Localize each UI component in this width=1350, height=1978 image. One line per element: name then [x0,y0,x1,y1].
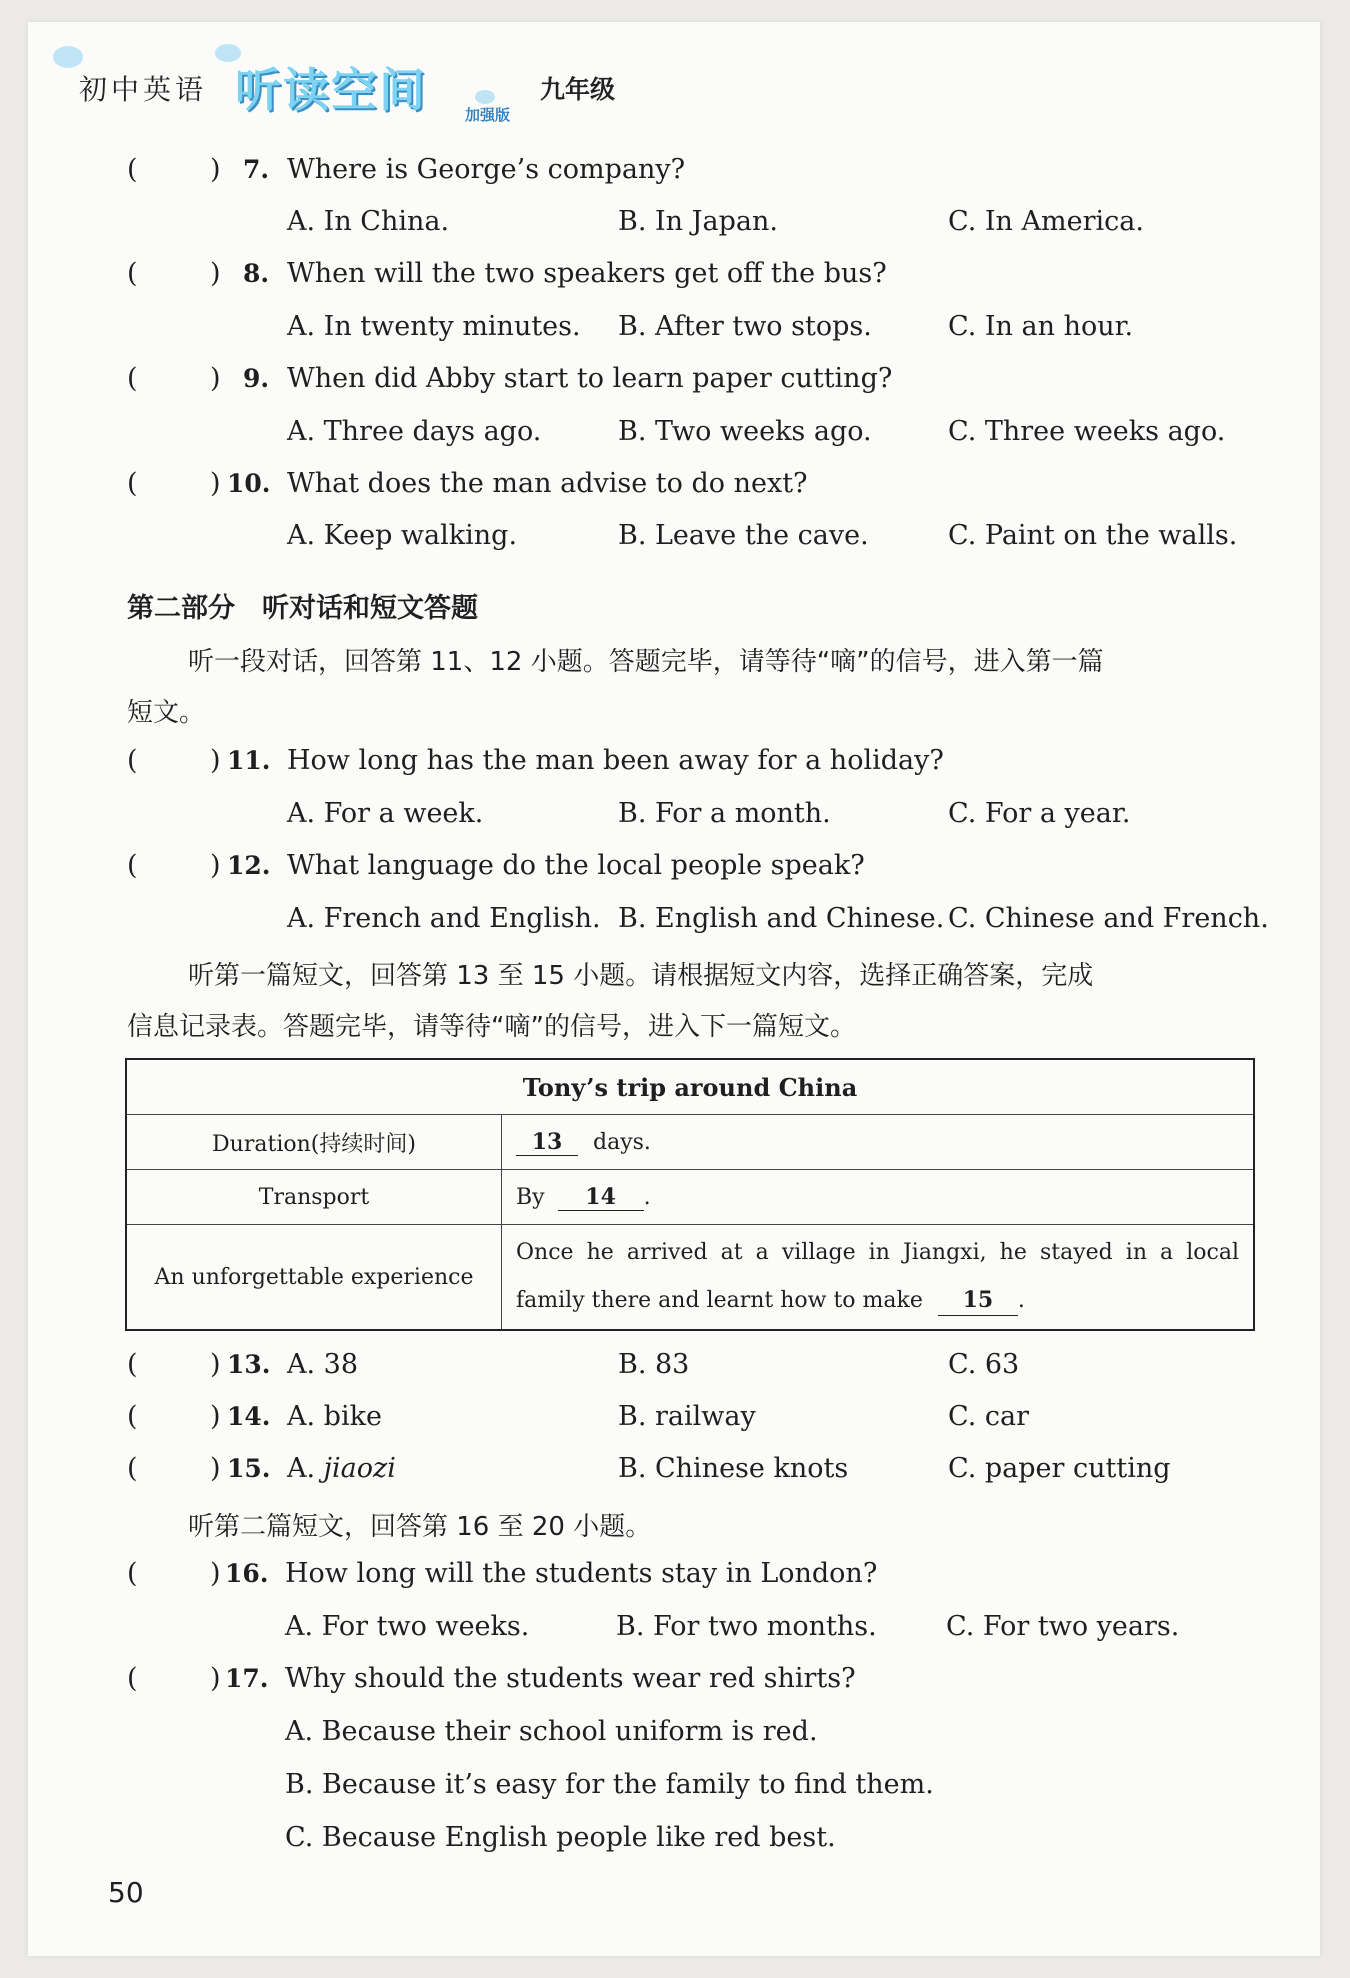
answer-paren-open[interactable]: ( [127,258,138,289]
option-b[interactable]: B. For a month. [618,798,831,829]
table-title: Tony’s trip around China [126,1059,1254,1115]
option-a[interactable]: A. French and English. [287,903,601,934]
blank-14[interactable]: 14 [558,1184,644,1211]
option-c[interactable]: C. 63 [948,1349,1020,1380]
question-text: Why should the students wear red shirts? [285,1663,856,1694]
grade-label: 九年级 [540,75,616,104]
option-a[interactable]: A. For two weeks. [285,1611,530,1642]
decor-bubble [475,90,495,104]
option-c[interactable]: C. In an hour. [948,311,1134,342]
page-header [55,40,655,130]
option-b[interactable]: B. For two months. [616,1611,877,1642]
question-number: 9. [243,364,270,393]
table-text: family there and learnt how to make [516,1288,923,1313]
table-cell-duration [502,1115,1255,1170]
blank-15[interactable]: 15 [938,1285,1018,1316]
option-c[interactable]: C. paper cutting [948,1453,1171,1484]
table-label-experience: An unforgettable experience [126,1225,502,1331]
option-c[interactable]: C. In America. [948,206,1144,237]
answer-paren-open[interactable]: ( [127,468,138,499]
question-number: 12. [227,851,271,880]
question-text: What does the man advise to do next? [287,468,808,499]
option-b[interactable]: B. English and Chinese. [618,903,945,934]
question-text: How long will the students stay in London? [285,1558,878,1589]
option-c[interactable]: C. Because English people like red best. [285,1822,836,1853]
answer-paren-close: ) [210,1558,221,1589]
answer-paren-close: ) [210,1663,221,1694]
table-label-transport: Transport [126,1170,502,1225]
option-c[interactable]: C. For two years. [946,1611,1180,1642]
option-b[interactable]: B. railway [618,1401,756,1432]
table-label-duration: Duration(持续时间) [126,1115,502,1170]
answer-paren-open[interactable]: ( [127,1401,138,1432]
option-a[interactable]: A. In twenty minutes. [287,311,581,342]
instruction-line: 听一段对话，回答第 11、12 小题。答题完毕，请等待“嘀”的信号，进入第一篇 [188,647,1104,677]
option-a[interactable] [287,1453,396,1484]
answer-paren-open[interactable]: ( [127,850,138,881]
answer-paren-open[interactable]: ( [127,1663,138,1694]
blank-13[interactable]: 13 [516,1129,578,1156]
option-prefix: A. [287,1453,324,1484]
question-text: When will the two speakers get off the bus? [287,258,887,289]
option-c[interactable]: C. car [948,1401,1029,1432]
option-b[interactable]: B. 83 [618,1349,690,1380]
instruction-line: 信息记录表。答题完毕，请等待“嘀”的信号，进入下一篇短文。 [127,1012,856,1042]
answer-paren-close: ) [210,154,221,185]
answer-paren-close: ) [210,1453,221,1484]
option-c[interactable]: C. Paint on the walls. [948,520,1238,551]
table-cell-transport [502,1170,1255,1225]
answer-paren-open[interactable]: ( [127,745,138,776]
question-number: 14. [227,1402,271,1431]
answer-paren-close: ) [210,1401,221,1432]
brand-logo: 听读空间 [235,63,427,117]
answer-paren-close: ) [210,745,221,776]
answer-paren-close: ) [210,363,221,394]
question-number: 13. [227,1350,271,1379]
instruction-line: 听第一篇短文，回答第 13 至 15 小题。请根据短文内容，选择正确答案，完成 [188,961,1094,991]
table-text: By [516,1184,545,1210]
answer-paren-open[interactable]: ( [127,1558,138,1589]
answer-paren-open[interactable]: ( [127,1453,138,1484]
answer-paren-open[interactable]: ( [127,154,138,185]
section-title: 第二部分 听对话和短文答题 [127,593,478,624]
answer-paren-close: ) [210,1349,221,1380]
option-a[interactable]: A. Three days ago. [287,416,542,447]
question-number: 8. [243,259,270,288]
option-a[interactable]: A. Keep walking. [287,520,518,551]
option-b[interactable]: B. In Japan. [618,206,778,237]
answer-paren-close: ) [210,258,221,289]
answer-paren-open[interactable]: ( [127,363,138,394]
decor-bubble [53,46,83,68]
table-text: . [643,1184,651,1210]
instruction-line: 短文。 [127,698,206,728]
table-text: days. [593,1129,651,1155]
option-a[interactable]: A. For a week. [287,798,484,829]
instruction-line: 听第二篇短文，回答第 16 至 20 小题。 [188,1512,652,1542]
question-number: 10. [227,469,271,498]
question-number: 11. [227,746,271,775]
option-c[interactable]: C. Three weeks ago. [948,416,1226,447]
option-b[interactable]: B. After two stops. [618,311,872,342]
question-text: When did Abby start to learn paper cutting? [287,363,893,394]
table-text: Once he arrived at a village in Jiangxi, he stayed in a local [516,1240,1239,1265]
question-number: 15. [227,1454,271,1483]
answer-paren-open[interactable]: ( [127,1349,138,1380]
question-number: 7. [243,155,270,184]
question-text: Where is George’s company? [287,154,686,185]
option-a[interactable]: A. 38 [287,1349,359,1380]
option-a[interactable]: A. Because their school uniform is red. [285,1716,818,1747]
option-c[interactable]: C. For a year. [948,798,1131,829]
table-cell-experience [502,1225,1255,1331]
table-text: . [1017,1288,1025,1313]
info-record-table [125,1058,1255,1331]
question-text: What language do the local people speak? [287,850,865,881]
option-word: jiaozi [323,1453,396,1484]
answer-paren-close: ) [210,468,221,499]
option-c[interactable]: C. Chinese and French. [948,903,1269,934]
option-b[interactable]: B. Leave the cave. [618,520,869,551]
option-a[interactable]: A. In China. [287,206,450,237]
question-number: 17. [225,1664,269,1693]
option-b[interactable]: B. Because it’s easy for the family to find them. [285,1769,934,1800]
answer-paren-close: ) [210,850,221,881]
edition-label: 加强版 [465,106,511,124]
option-b[interactable]: B. Two weeks ago. [618,416,872,447]
series-title: 初中英语 [79,73,208,106]
question-number: 16. [225,1559,269,1588]
option-a[interactable]: A. bike [287,1401,382,1432]
question-text: How long has the man been away for a holiday? [287,745,944,776]
option-b[interactable]: B. Chinese knots [618,1453,849,1484]
page-number: 50 [108,1876,144,1909]
